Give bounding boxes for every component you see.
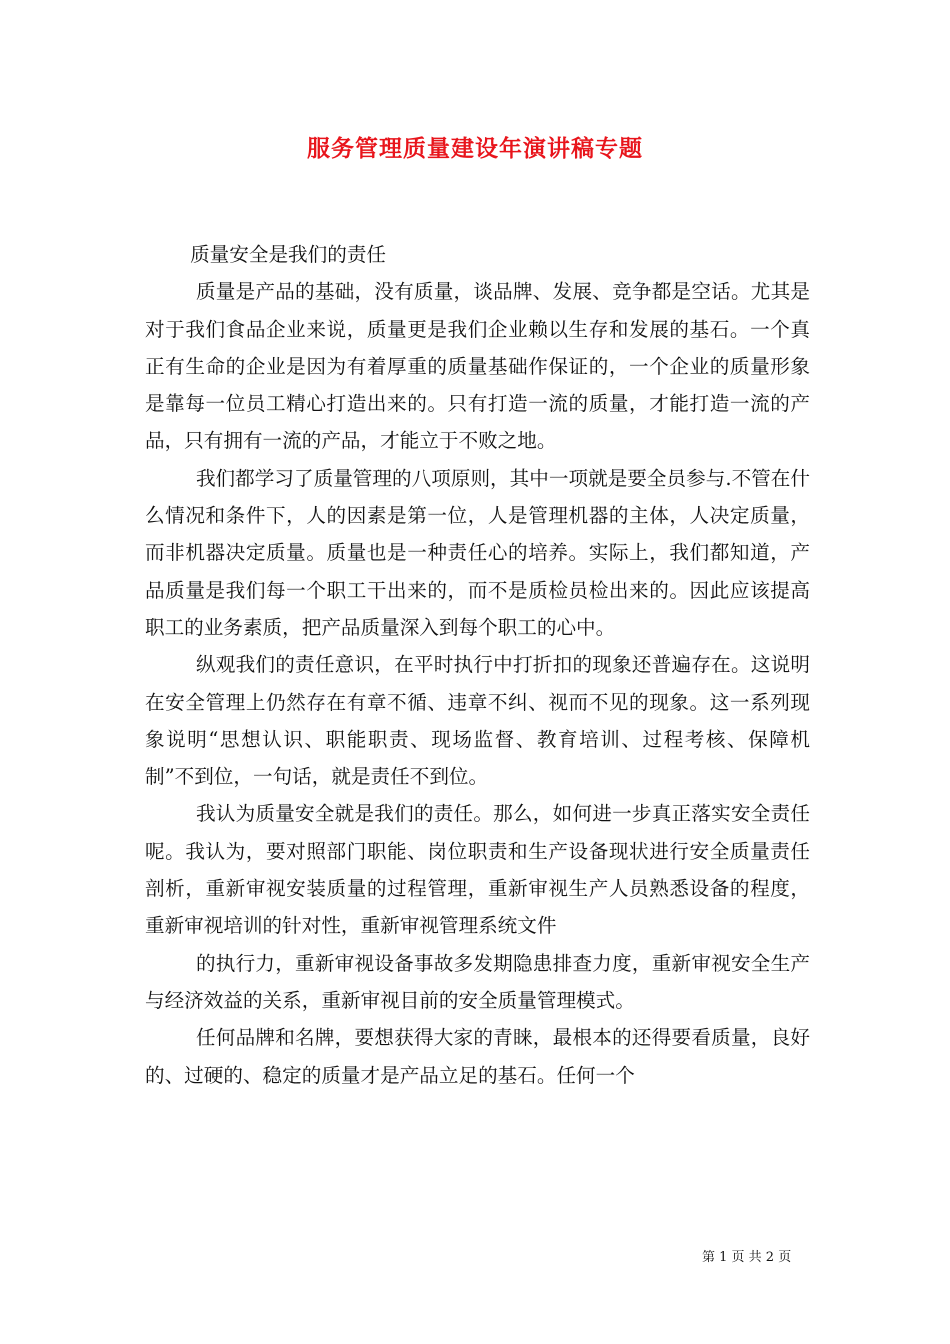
page-number: 第 1 页 共 2 页 <box>702 1250 792 1265</box>
paragraph-1: 质量是产品的基础，没有质量，谈品牌、发展、竞争都是空话。尤其是对于我们食品企业来说，质量更是我们企业赖以生存和发展的基石。一个真正有生命的企业是因为有着厚重的质量基础作保证的，一个企业的质量形象是靠每一位员工精心打造出来的。只有打造一流的质量，才能打造一流的产品，只有拥有一流的产品，才能立于不败之地。 <box>145 280 810 453</box>
paragraph-5: 的执行力，重新审视设备事故多发期隐患排查力度，重新审视安全生产与经济效益的关系，重新审视目前的安全质量管理模式。 <box>145 951 810 1012</box>
document-body <box>145 236 810 1094</box>
paragraph-4: 我认为质量安全就是我们的责任。那么，如何进一步真正落实安全责任呢。我认为，要对照部门职能、岗位职责和生产设备现状进行安全质量责任剖析，重新审视安装质量的过程管理，重新审视生产人员熟悉设备的程度，重新审视培训的针对性，重新审视管理系统文件 <box>145 802 810 938</box>
section-subtitle: 质量安全是我们的责任 <box>190 243 387 266</box>
document-title: 服务管理质量建设年演讲稿专题 <box>307 135 643 162</box>
paragraph-6: 任何品牌和名牌，要想获得大家的青睐，最根本的还得要看质量，良好的、过硬的、稳定的质量才是产品立足的基石。任何一个 <box>145 1026 810 1087</box>
paragraph-2: 我们都学习了质量管理的八项原则，其中一项就是要全员参与.不管在什么情况和条件下，人的因素是第一位，人是管理机器的主体，人决定质量，而非机器决定质量。质量也是一种责任心的培养。实际上，我们都知道，产品质量是我们每一个职工干出来的，而不是质检员检出来的。因此应该提高职工的业务素质，把产品质量深入到每个职工的心中。 <box>145 466 810 639</box>
paragraph-3: 纵观我们的责任意识，在平时执行中打折扣的现象还普遍存在。这说明在安全管理上仍然存在有章不循、违章不纠、视而不见的现象。这一系列现象说明“思想认识、职能职责、现场监督、教育培训、过程考核、保障机制”不到位，一句话，就是责任不到位。 <box>145 653 810 789</box>
